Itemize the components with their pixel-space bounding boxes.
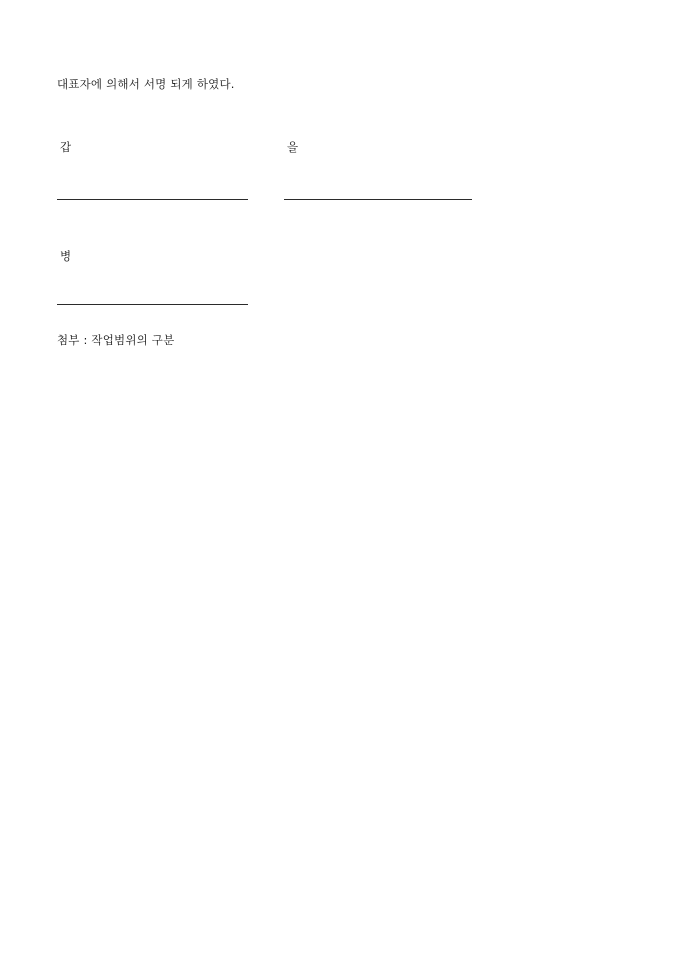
party-label-gap: 갑: [60, 140, 72, 154]
signature-line-gap: [57, 199, 248, 200]
attachment-note: 첨부 : 작업범위의 구분: [57, 333, 175, 347]
signature-line-byeong: [57, 304, 248, 305]
signature-line-eul: [284, 199, 472, 200]
party-label-byeong: 병: [60, 249, 72, 263]
party-label-eul: 을: [287, 140, 299, 154]
intro-paragraph: 대표자에 의해서 서명 되게 하였다.: [57, 77, 235, 91]
